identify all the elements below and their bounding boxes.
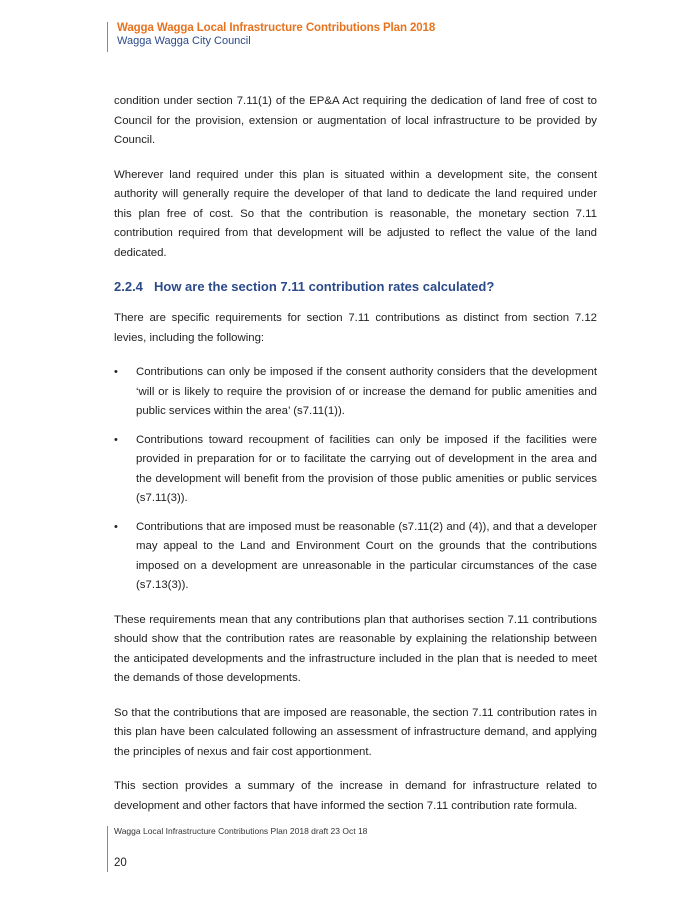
requirements-list [114, 363, 597, 596]
bullet-icon: • [114, 433, 118, 446]
header-title: Wagga Wagga Local Infrastructure Contributions Plan 2018 [117, 22, 436, 34]
page-body [114, 92, 597, 831]
paragraph-section-summary: This section provides a summary of the increase in demand for infrastructure related to development and other factors that have informed the section 7.11 contribution rate formula. [114, 780, 597, 812]
list-item [114, 518, 597, 596]
list-item [114, 431, 597, 509]
paragraph-requirements-meaning: These requirements mean that any contributions plan that authorises section 7.11 contributions should show that the contribution rates are reasonable by explaining the relationship between the anticipated developments and the infrastructure included in the plan that is needed to meet the demands of those developments. [114, 613, 597, 684]
footer-text: Wagga Local Infrastructure Contributions Plan 2018 draft 23 Oct 18 [114, 826, 368, 836]
section-title: How are the section 7.11 contribution rates calculated? [154, 279, 495, 294]
section-number: 2.2.4 [114, 279, 143, 294]
list-item [114, 363, 597, 422]
header-subtitle: Wagga Wagga City Council [117, 35, 251, 47]
list-item-text: Contributions that are imposed must be reasonable (s7.11(2) and (4)), and that a developer may appeal to the Land and Environment Court on the grounds that the contributions imposed on a development are unreasonable in the particular circumstances of the case (s7.13(3)). [136, 520, 597, 591]
bullet-icon: • [114, 520, 118, 533]
list-item-text: Contributions can only be imposed if the consent authority considers that the development ‘will or is likely to require the provision of or increase the demand for public amenities and public services within the area’ (s7.11(1)). [136, 366, 597, 417]
paragraph-continuation: condition under section 7.11(1) of the EP&A Act requiring the dedication of land free of cost to Council for the provision, extension or augmentation of local infrastructure to be provided by Council. [114, 95, 597, 146]
paragraph-land-dedication: Wherever land required under this plan is situated within a development site, the consent authority will generally require the developer of that land to dedicate the land required under this plan free of cost. So that the contribution is reasonable, the monetary section 7.11 contribution required from that development will be adjusted to reflect the value of the land dedicated. [114, 168, 597, 259]
page-header [107, 22, 435, 52]
section-heading [114, 278, 597, 296]
page-footer [107, 826, 367, 872]
list-item-text: Contributions toward recoupment of facilities can only be imposed if the facilities were provided in preparation for or to facilitate the carrying out of development in the area and the development will benefit from the provision of those public amenities or public services (s7.11(3)). [136, 433, 597, 504]
page-number: 20 [114, 857, 127, 869]
bullet-icon: • [114, 366, 118, 378]
paragraph-reasonable-rates: So that the contributions that are imposed are reasonable, the section 7.11 contribution rates in this plan have been calculated following an assessment of infrastructure demand, and applying the principles of nexus and fair cost apportionment. [114, 706, 597, 758]
paragraph-requirements-intro: There are specific requirements for section 7.11 contributions as distinct from section 7.12 levies, including the following: [114, 312, 597, 344]
